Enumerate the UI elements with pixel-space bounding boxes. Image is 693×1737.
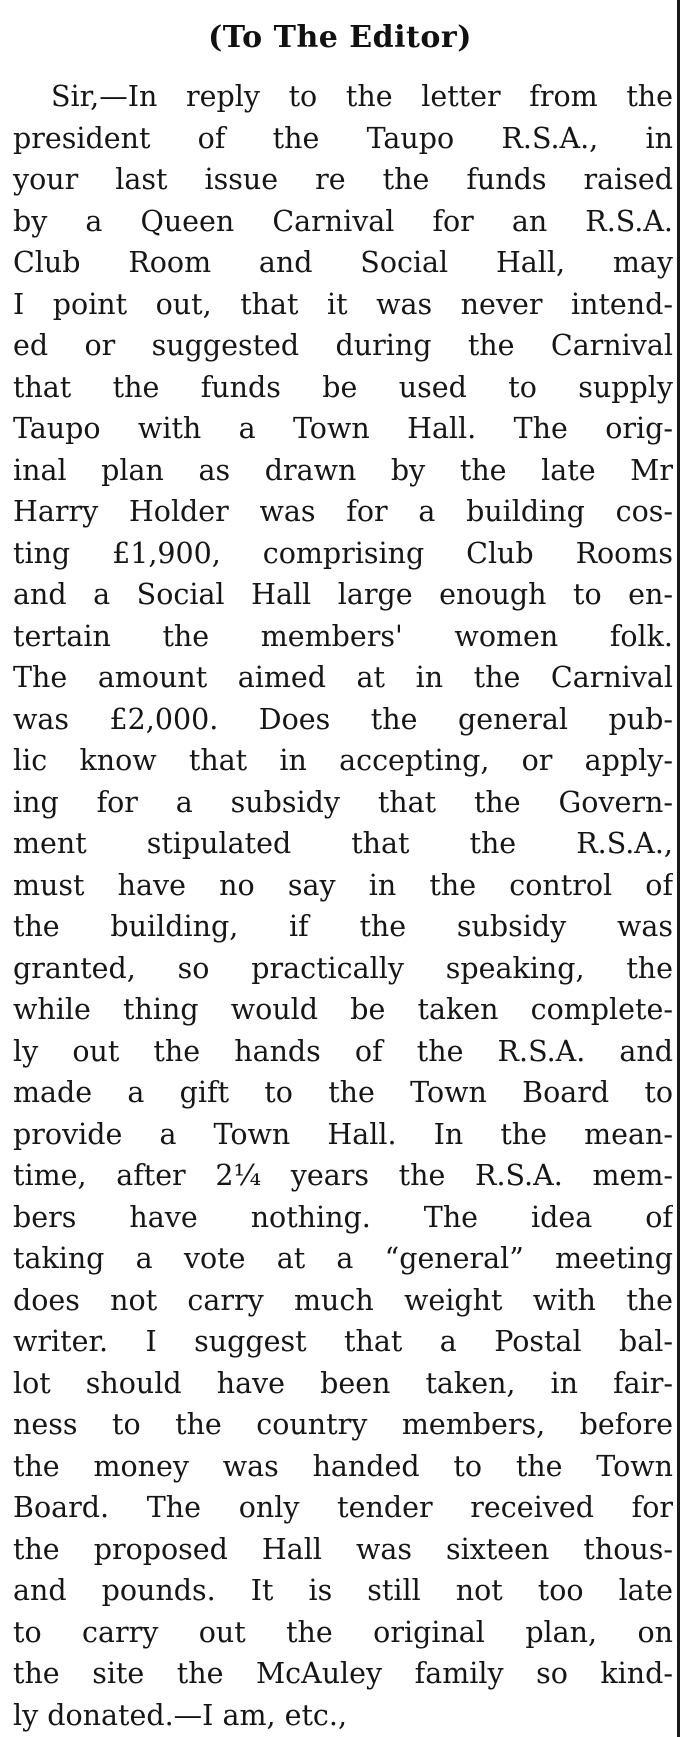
column-rule [677,0,680,1737]
text-line: ed or suggested during the Carnival [13,329,673,362]
text-line: and pounds. It is still not too late [13,1574,673,1607]
text-line: by a Queen Carnival for an R.S.A. [13,204,673,238]
text-line: that the funds be used to supply [13,370,673,404]
text-line: must have no say in the control of [13,868,673,902]
text-line: taking a vote at a “general” meeting [13,1242,673,1275]
text-line: The amount aimed at in the Carnival [13,661,673,694]
text-line: Taupo with a Town Hall. The orig- [13,412,673,445]
text-line: bers have nothing. The idea of [13,1200,673,1234]
text-line: does not carry much weight with the [13,1283,673,1317]
text-line: granted, so practically speaking, the [13,951,673,985]
text-line: and a Social Hall large enough to en- [13,578,673,611]
text-line: while thing would be taken complete- [13,993,673,1026]
text-line: ing for a subsidy that the Govern- [13,785,673,819]
text-line: ment stipulated that the R.S.A., [13,827,673,860]
text-line: Sir,—In reply to the letter from the [51,80,673,113]
text-line: ness to the country members, before [13,1408,673,1441]
letter-body [13,76,673,1736]
text-line: inal plan as drawn by the late Mr [13,453,673,487]
text-line: the building, if the subsidy was [13,910,673,943]
article-heading: (To The Editor) [208,20,472,55]
text-line: Harry Holder was for a building cos- [13,495,673,528]
text-line: the money was handed to the Town [13,1449,673,1483]
text-line: ly donated.—I am, etc., [13,1698,347,1732]
text-line: the proposed Hall was sixteen thous- [13,1532,673,1566]
text-line: lot should have been taken, in fair- [13,1366,673,1400]
text-line: made a gift to the Town Board to [13,1076,673,1109]
text-line: I point out, that it was never intend- [13,287,673,321]
text-line: your last issue re the funds raised [13,163,673,196]
text-line: president of the Taupo R.S.A., in [13,121,673,155]
text-line: ly out the hands of the R.S.A. and [13,1034,673,1068]
text-line: lic know that in accepting, or apply- [13,744,673,777]
text-line: writer. I suggest that a Postal bal- [13,1325,673,1358]
text-line: the site the McAuley family so kind- [13,1657,673,1690]
text-line: ting £1,900, comprising Club Rooms [13,536,673,570]
text-line: provide a Town Hall. In the mean- [13,1117,673,1151]
text-line: Board. The only tender received for [13,1491,673,1524]
text-line: Club Room and Social Hall, may [13,246,673,279]
text-line: was £2,000. Does the general pub- [13,702,673,736]
text-line: tertain the members' women folk. [13,619,673,653]
text-line: to carry out the original plan, on [13,1615,673,1649]
text-line: time, after 2¼ years the R.S.A. mem- [13,1159,673,1192]
